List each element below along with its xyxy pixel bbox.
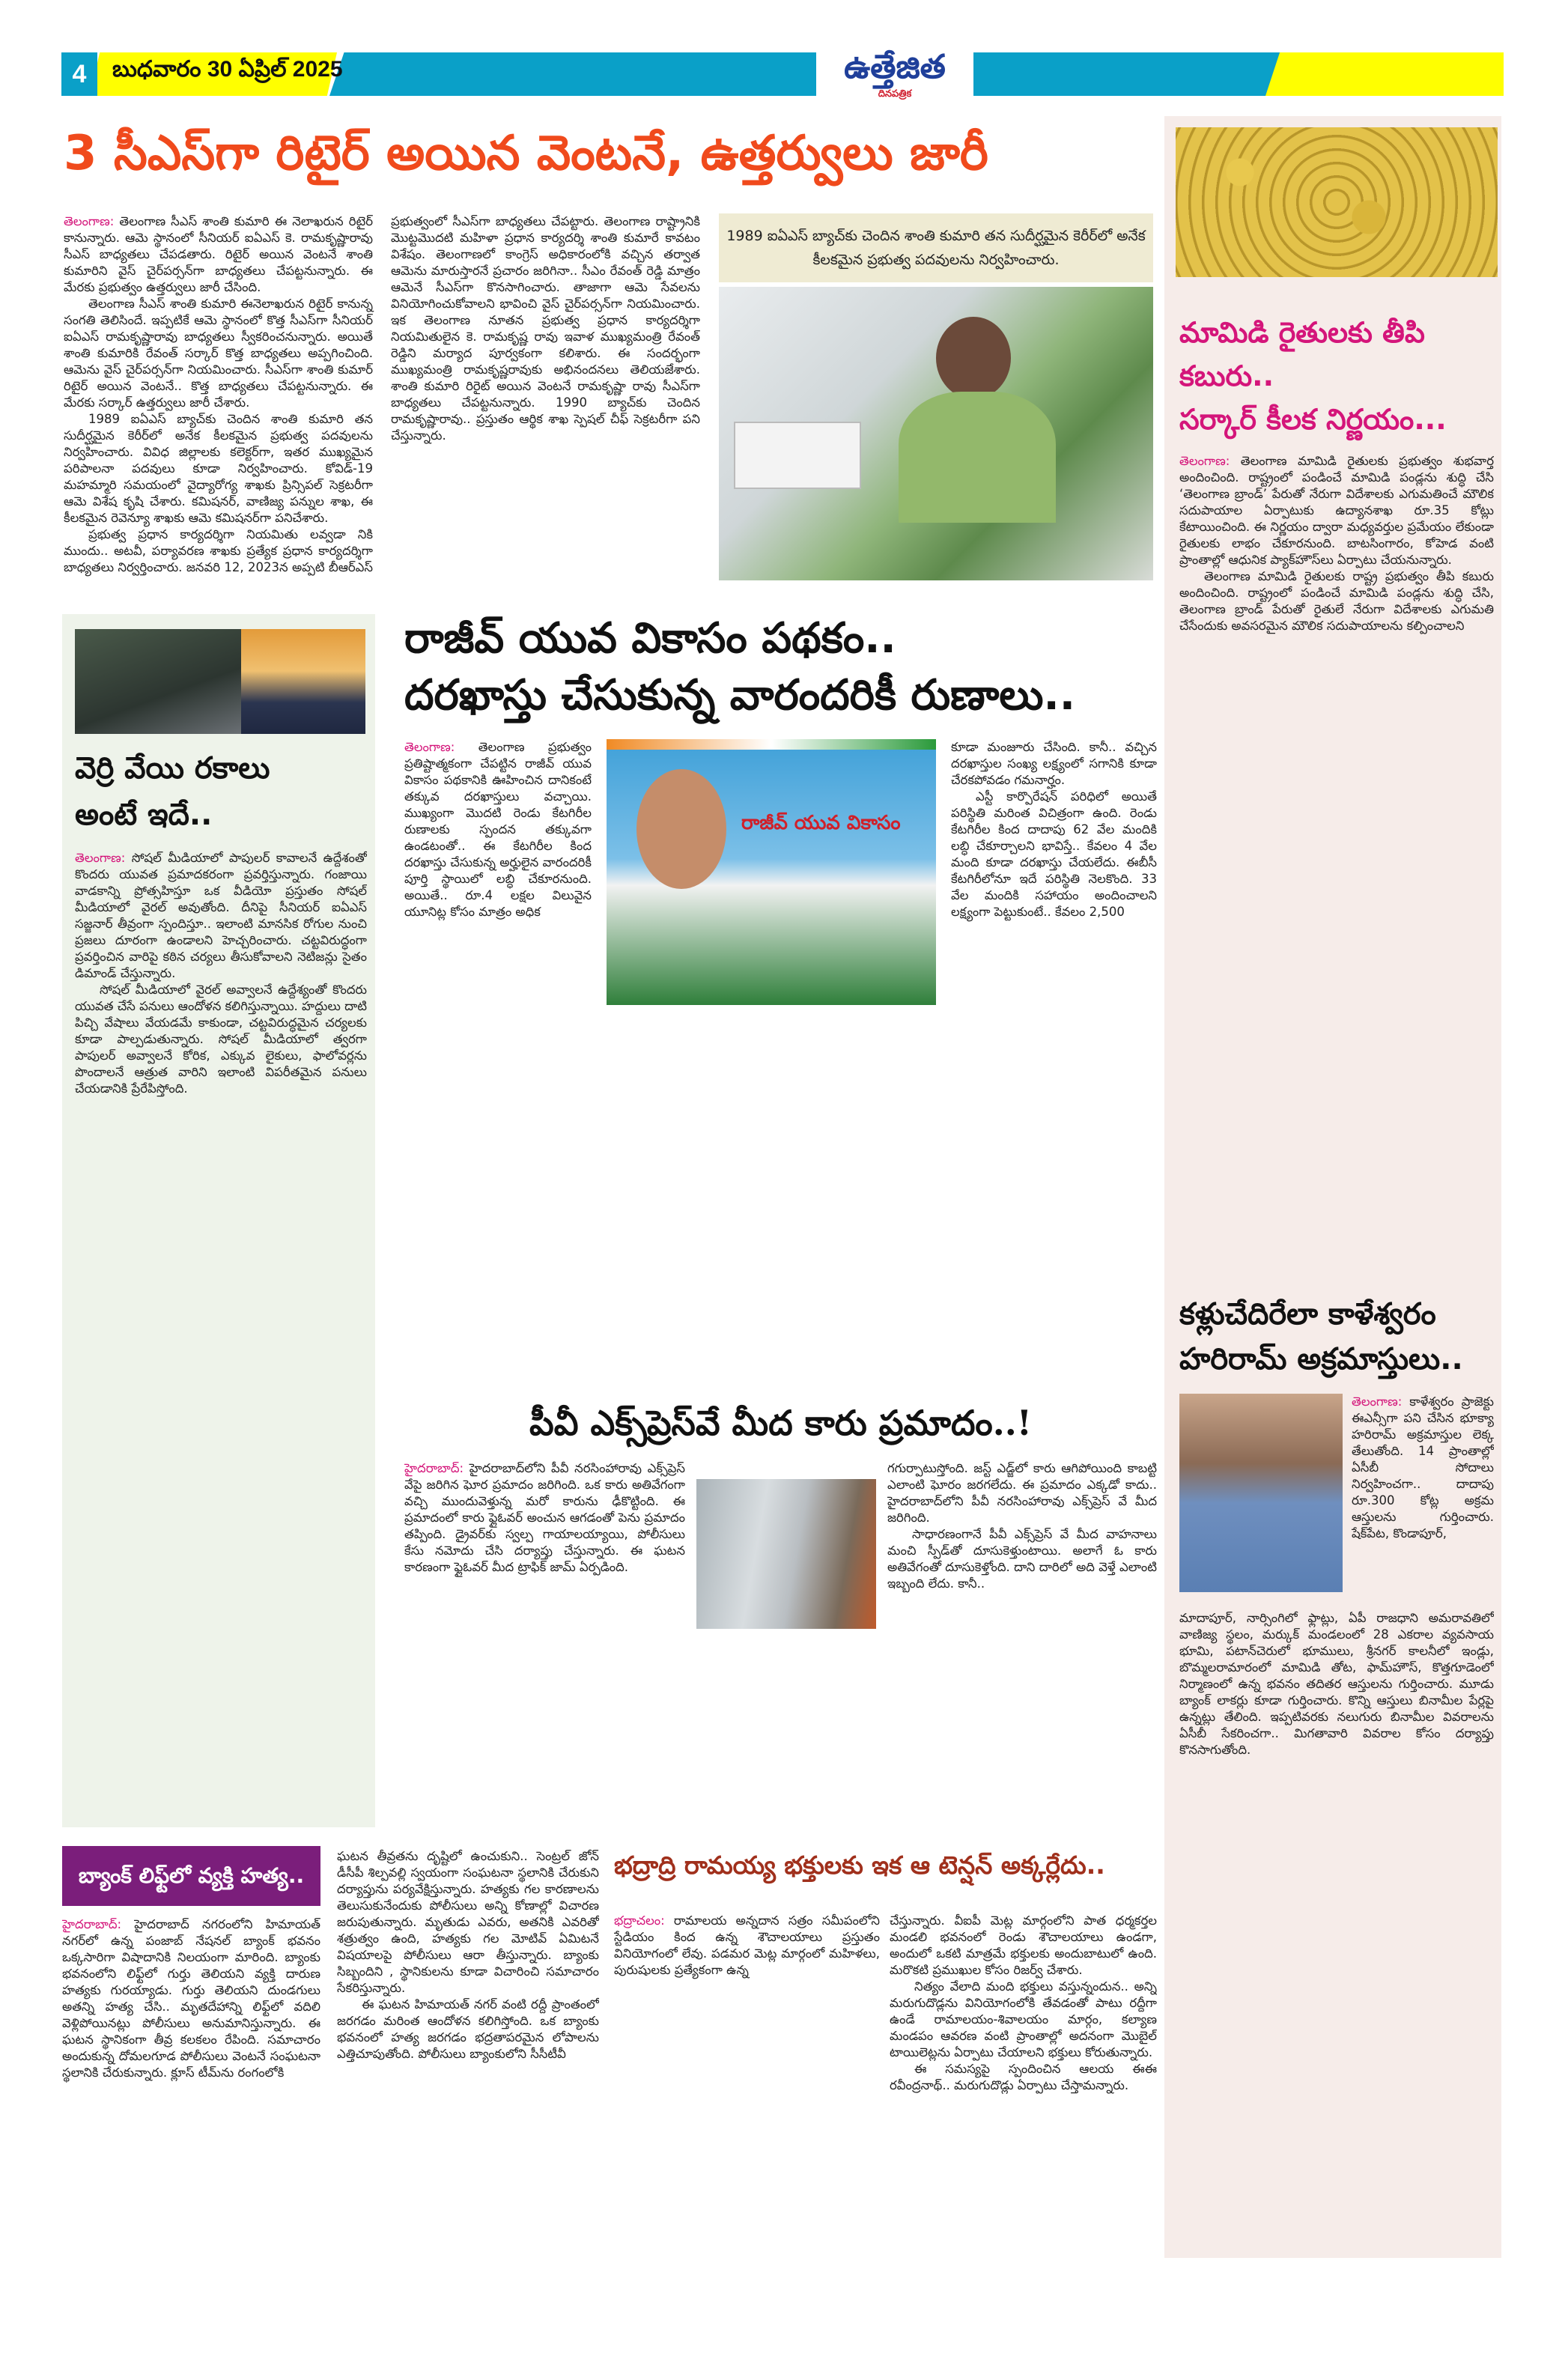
mango-article <box>1179 311 1494 1281</box>
paragraph: హైదరాబాద్‌లోని పీవీ నరసింహారావు ఎక్స్‌ప్రెస్ వేపై జరిగిన ఘోర ప్రమాదం జరిగింది. ఒక కారు అతివేగంగా వచ్చి ముందువెళ్తున్న మరో కారును ఢీకొట్టింది. ఈ ప్రమాదంలో కారు ఫ్లైఓవర్ అంచున ఆగడంతో పెను ప్రమాదం తప్పింది. డ్రైవర్‌కు స్వల్ప గాయాలయ్యాయి, పోలీసులు కేసు నమోదు చేసి దర్యాప్తు చేస్తున్నారు. ఈ ఘటన కారణంగా ఫ్లైఓవర్ మీద ట్రాఫిక్ జామ్ ఏర్పడింది. <box>404 1461 685 1574</box>
kaleshwaram-article <box>1179 1292 1494 2254</box>
mangoes-photo <box>1176 127 1498 277</box>
paragraph: తెలంగాణ సీఎస్ శాంతి కుమారి ఈనెలాఖరున రిటైర్ కానున్న సంగతి తెలిసిందే. ఇప్పటికే ఆమె స్థానంలో కొత్త సీఎస్‌గా సీనియర్ ఐఏఎస్ రామకృష్ణారావు బాధ్యతలు స్వీకరించనున్నారు. అయితే శాంతి కుమారికి రేవంత్ సర్కార్ కొత్త బాధ్యతలు అప్పగించింది. ఆమెను వైస్ చైర్‌పర్సన్‌గా నియమించారు. సీఎస్‌గా శాంతి కుమార్ రిటైర్ అయిన వెంటనే.. కొత్త బాధ్యతలు చేపట్టనున్నారు. ఈ మేరకు సర్కార్ ఉత్తర్వులు జారీ చేశారు. <box>64 297 373 410</box>
paragraph: సోషల్ మీడియాలో వైరల్ అవ్వాలనే ఉద్దేశ్యంతో కొందరు యువత చేసే పనులు ఆందోళన కలిగిస్తున్నాయి. హద్దులు దాటి పిచ్చి వేషాలు వేయడమే కాకుండా, చట్టవిరుద్ధమైన చర్యలకు కూడా పాల్పడుతున్నారు. సోషల్ మీడియాలో త్వరగా పాపులర్ అవ్వాలనే కోరిక, ఎక్కువ లైకులు, ఫాలోవర్లను పొందాలనే ఆత్రుత వారిని ఇలాంటి విపరీతమైన పనులు చేయడానికి ప్రేరేపిస్తోంది. <box>75 983 367 1096</box>
sajjanar-photo <box>241 629 365 734</box>
logo-subtitle: దినపత్రిక <box>878 88 912 100</box>
headline-line: హరిరామ్ అక్రమాస్తులు.. <box>1179 1342 1463 1376</box>
dateline: తెలంగాణ: <box>1179 454 1230 468</box>
paragraph: తెలంగాణ సీఎస్ శాంతి కుమారి ఈ నెలాఖరున రిటైర్ కానున్నారు. ఆమె స్థానంలో సీనియర్ ఐఏఎస్ కె. రామకృష్ణారావు సీఎస్ బాధ్యతలు చేపడతారు. రిటైర్ అయిన వెంటనే శాంతి కుమారిని వైస్ చైర్‌పర్సన్‌గా బాధ్యతలు చేపట్టనున్నారు. ఈ మేరకు ప్రభుత్వం ఉత్తర్వులు జారీ చేసింది. <box>64 214 373 294</box>
paragraph: రామాలయ అన్నదాన సత్రం సమీపంలోని స్టేడియం కింద ఉన్న శౌచాలయాలు ప్రస్తుతం వినియోగంలో లేవు. పడమర మెట్ల మార్గంలో మహిళలు, పురుషులకు ప్రత్యేకంగా ఉన్న <box>614 1913 880 1977</box>
headline-line: సర్కార్ కీలక నిర్ణయం... <box>1179 403 1447 436</box>
pull-quote: 1989 ఐఏఎస్ బ్యాచ్‌కు చెందిన శాంతి కుమారి తన సుదీర్ఘమైన కెరీర్‌లో అనేక కీలకమైన ప్రభుత్వ పదవులను నిర్వహించారు. <box>719 213 1153 282</box>
newspaper-logo <box>818 46 972 109</box>
paragraph: నిత్యం వేలాది మంది భక్తులు వస్తున్నందున.. అన్ని మరుగుదొడ్లను వినియోగంలోకి తేవడంతో పాటు రద్దీగా ఉండే రామాలయం-శివాలయం మార్గం, కల్యాణ మండపం ఆవరణ వంటి ప్రాంతాల్లో అదనంగా మొబైల్ టాయిలెట్లను ఏర్పాటు చేయాలని భక్తులు కోరుతున్నారు. <box>890 1979 1157 2059</box>
dateline: తెలంగాణ: <box>1352 1394 1403 1409</box>
paragraph: సాధారణంగానే పీవీ ఎక్స్‌ప్రెస్ వే మీద వాహనాలు మంచి స్పీడ్‌తో దూసుకెళ్తుంటాయి. అలాగే ఓ కారు అతివేగంతో దూసుకెళ్తోంది. దాని దారిలో అది వెళ్తే ఎలాంటి ఇబ్బంది లేదు. కానీ.. <box>887 1527 1157 1591</box>
paragraph: కాళేశ్వరం ప్రాజెక్టు ఈఎన్సీగా పని చేసిన భూక్యా హరిరామ్ అక్రమాస్తుల లెక్క తేలుతోంది. 14 ప్రాంతాల్లో ఏసీబీ సోదాలు నిర్వహించగా.. దాదాపు రూ.300 కోట్ల అక్రమ ఆస్తులను గుర్తించారు. షేక్‌పేట, కొండాపూర్, <box>1352 1394 1494 1540</box>
hariram-photo <box>1179 1394 1343 1592</box>
lead-headline: 3 సీఎస్‌గా రిటైర్ అయిన వెంటనే, ఉత్తర్వులు జారీ <box>64 126 988 181</box>
paragraph: ఎస్టీ కార్పొరేషన్ పరిధిలో అయితే పరిస్థితి మరింత విచిత్రంగా ఉంది. రెండు కేటగిరీల కింద దాదాపు 62 వేల మందికి లబ్ధి చేకూర్చాలని భావిస్తే.. కేవలం 4 వేల మంది కూడా దరఖాస్తు చేయలేదు. ఈబీసీ కేటగిరీలోనూ ఇదే పరిస్థితి నెలకొంది. 33 వేల మందికి సహాయం అందించాలని లక్ష్యంగా పెట్టుకుంటే.. కేవలం 2,500 <box>951 789 1157 919</box>
lead-article <box>64 124 1153 580</box>
car-accident-photo <box>696 1479 876 1629</box>
kaleshwaram-intro <box>1352 1394 1494 1600</box>
person-figure <box>936 317 1011 399</box>
paragraph: గగుర్పాటుస్తోంది. జస్ట్ ఎడ్జ్‌లో కారు ఆగిపోయింది కాబట్టి ఎలాంటి ఘోరం జరగలేదు. ఈ ప్రమాదం ఎక్కడో కాదు.. హైదరాబాద్‌లోని పీవీ నరసింహారావు ఎక్స్‌ప్రెస్ వే మీద జరిగింది. <box>887 1461 1157 1525</box>
lead-body <box>64 213 700 580</box>
viral-body <box>75 850 367 1820</box>
issue-date: బుధవారం 30 ఏప్రిల్ 2025 <box>112 57 343 82</box>
viral-article <box>75 629 367 1820</box>
logo-title: ఉత్తేజిత <box>844 48 946 86</box>
mango-headline <box>1179 311 1494 441</box>
paragraph: తెలంగాణ మామిడి రైతులకు రాష్ట్ర ప్రభుత్వం తీపి కబురు అందించింది. రాష్ట్రంలో పండించే మామిడి పండ్లను శుద్ధి చేసి, తెలంగాణ బ్రాండ్ పేరుతో రైతులే నేరుగా విదేశాలకు ఎగుమతి చేసేందుకు అవసరమైన మౌలిక సదుపాయాలను కల్పించాలని <box>1179 569 1494 633</box>
header-band-yellow-right <box>1265 52 1504 96</box>
headline-line: రాజీవ్ యువ వికాసం పథకం.. <box>404 614 896 663</box>
headline-line: మామిడి రైతులకు తీపి కబురు.. <box>1179 316 1425 392</box>
viral-headline <box>75 745 367 838</box>
paragraph: 1989 ఐఏఎస్ బ్యాచ్‌కు చెందిన శాంతి కుమారి తన సుదీర్ఘమైన కెరీర్‌లో అనేక కీలకమైన ప్రభుత్వ పదవులను నిర్వహించారు. వివిధ జిల్లాలకు కలెక్టర్‌గా, ఇతర ముఖ్యమైన పరిపాలనా పదవులు కూడా నిర్వహించారు. కోవిడ్-19 మహమ్మారి సమయంలో వైద్యారోగ్య శాఖకు ప్రిన్సిపల్ సెక్రటరీగా ఆమె విశేష కృషి చేశారు. కమిషనర్, వాణిజ్య పన్నుల శాఖ, ఈ కీలకమైన రెవెన్యూ శాఖకు ఆమె కమిషనర్‌గా పనిచేశారు. <box>64 412 373 525</box>
paragraph: ఘటన తీవ్రతను దృష్టిలో ఉంచుకుని.. సెంట్రల్ జోన్ డీసీపీ శిల్పవల్లి స్వయంగా సంఘటనా స్థలానికి చేరుకుని దర్యాప్తును పర్యవేక్షిస్తున్నారు. హత్యకు గల కారణాలను తెలుసుకునేందుకు పోలీసులు అన్ని కోణాల్లో విచారణ జరుపుతున్నారు. మృతుడు ఎవరు, అతనికి ఎవరితో శత్రుత్వం ఉంది, హత్యకు గల మోటివ్ ఏమిటనే విషయాలపై పోలీసులు ఆరా తీస్తున్నారు. బ్యాంకు సిబ్బందిని , స్థానికులను కూడా విచారించి సమాచారం సేకరిస్తున్నారు. <box>337 1849 599 1995</box>
bhadradri-col1 <box>614 1913 880 2256</box>
rajiv-event-photo <box>607 739 936 1005</box>
dateline: హైదరాబాద్: <box>404 1461 464 1475</box>
pv-col3 <box>887 1460 1157 1830</box>
header-band-teal-right <box>973 52 1288 96</box>
rajiv-col1 <box>404 739 592 1382</box>
bhadradri-article <box>614 1848 1157 2256</box>
headline-line: అంటే ఇదే.. <box>75 798 213 832</box>
saree-figure <box>899 392 1056 523</box>
pv-headline: పీవీ ఎక్స్‌ప్రెస్‌వే మీద కారు ప్రమాదం..! <box>529 1403 1032 1443</box>
paragraph: తెలంగాణ మామిడి రైతులకు ప్రభుత్వం శుభవార్త అందించింది. రాష్ట్రంలో పండించే మామిడి పండ్లను శుద్ధి చేసి ‘తెలంగాణ బ్రాండ్’ పేరుతో నేరుగా విదేశాలకు ఎగుమతించే మౌలిక సదుపాయాల ఏర్పాటుకు ఉద్యానశాఖ రూ.35 కోట్లు కేటాయించింది. ఈ నిర్ణయం ద్వారా మధ్యవర్తుల ప్రమేయం లేకుండా రైతులకు లాభం చేకూరనుంది. బాటసింగారం, కోహెడ వంటి ప్రాంతాల్లో ఆధునిక ప్యాక్‌హౌస్‌లు ఏర్పాటు చేయనున్నారు. <box>1179 454 1494 567</box>
dateline: హైదరాబాద్: <box>62 1917 122 1931</box>
headline-line: దరఖాస్తు చేసుకున్న వారందరికీ రుణాలు.. <box>404 671 1076 720</box>
bank-headline: బ్యాంక్ లిఫ్ట్‌లో వ్యక్తి హత్య.. <box>62 1846 320 1906</box>
paragraph: ఈ ఘటన హిమాయత్ నగర్ వంటి రద్దీ ప్రాంతంలో జరగడం మరింత ఆందోళన కలిగిస్తోంది. ఒక బ్యాంకు భవనంలో హత్య జరగడం భద్రతాపరమైన లోపాలను ఎత్తిచూపుతోంది. పోలీసులు బ్యాంకులోని సీసీటీవీ <box>337 1997 599 2061</box>
event-banner-text: రాజీవ్ యువ వికాసం <box>741 812 901 834</box>
dateline: తెలంగాణ: <box>75 851 126 865</box>
paragraph: ఈ సమస్యపై స్పందించిన ఆలయ ఈఈ రవీంద్రనాథ్.. మరుగుదొడ్లు ఏర్పాటు చేస్తామన్నారు. <box>890 2062 1157 2092</box>
cs-office-photo <box>719 287 1153 580</box>
dateline: తెలంగాణ: <box>404 740 455 754</box>
headline-line: కళ్లుచేదిరేలా కాళేశ్వరం <box>1179 1297 1436 1332</box>
lead-media <box>719 213 1153 580</box>
paragraph: కూడా మంజూరు చేసింది. కానీ.. వచ్చిన దరఖాస్తుల సంఖ్య లక్ష్యంలో సగానికి కూడా చేరకపోవడం గమనార్హం. <box>951 740 1157 787</box>
bank-article-left <box>62 1846 320 2254</box>
headline-line: వెర్రి వేయి రకాలు <box>75 751 270 786</box>
paragraph: సోషల్ మీడియాలో పాపులర్ కావాలనే ఉద్దేశంతో కొందరు యువత ప్రమాదకరంగా ప్రవర్తిస్తున్నారు. గంజాయి వాడకాన్ని ప్రోత్సహిస్తూ ఒక వీడియో ప్రస్తుతం సోషల్ మీడియాలో వైరల్ అవుతోంది. దీనిపై సీనియర్ ఐఏఎస్ సజ్జనార్ తీవ్రంగా స్పందిస్తూ.. ఇలాంటి మానసిక రోగుల నుంచి ప్రజలు దూరంగా ఉండాలని హెచ్చరించారు. చట్టవిరుద్ధంగా ప్రవర్తించిన వారిపై కఠిన చర్యలు తీసుకోవాలని నెటిజన్లు సైతం డిమాండ్ చేస్తున్నారు. <box>75 851 367 980</box>
dateline: తెలంగాణ: <box>64 214 115 228</box>
bank-col1 <box>62 1916 320 2254</box>
pv-article <box>404 1399 1157 1830</box>
paragraph: ప్రభుత్వ ప్రధాన కార్యదర్శిగా నియమితు లవ్వడా నికి ముందు.. అటవీ, పర్యావరణ శాఖకు ప్రత్యేక ప్రధాన కార్యదర్శిగా బాధ్యతలు నిర్వర్తించారు. జనవరి 12, 2023న అప్పటి బీఆర్ఎస్ ప్రభుత్వంలో సీఎస్‌గా బాధ్యతలు చేపట్టారు. తెలంగాణ రాష్ట్రానికి మొట్టమొదటి మహిళా ప్రధాన కార్యదర్శి శాంతి కుమారే కావటం విశేషం. తెలంగాణలో కాంగ్రెస్ అధికారంలోకి వచ్చిన తర్వాత ఆమెను మారుస్తారనే ప్రచారం జరిగినా.. సీఎం రేవంత్ రెడ్డి మాత్రం ఆమెనే సీఎస్‌గా కొనసాగించారు. తాజాగా ఆమె సేవలను వినియోగించుకోవాలని భావించి వైస్ చైర్‌పర్సన్‌గా నియమించారు. ఇక తెలంగాణ నూతన ప్రభుత్వ ప్రధాన కార్యదర్శిగా నియమితులైన కె. రామకృష్ణ రావు ఇవాళ ముఖ్యమంత్రి రేవంత్ రెడ్డిని మర్యాద పూర్వకంగా కలిశారు. ఈ సందర్భంగా ముఖ్యమంత్రి రామకృష్ణరావుకు అభినందనలు తెలియజేశారు. శాంతి కుమారి రిరైట్ అయిన వెంటనే రామకృష్ణా రావు సీఎస్‌గా బాధ్యతలు చేపట్టనున్నారు. 1990 బ్యాచ్‌కు చెందిన రామకృష్ణారావు.. ప్రస్తుతం ఆర్థిక శాఖ స్పెషల్ చీఫ్ సెక్రటరీగా పని చేస్తున్నారు. <box>64 214 700 574</box>
bank-col2 <box>337 1848 599 2256</box>
header-band-teal <box>329 52 816 96</box>
kaleshwaram-body <box>1179 1610 1494 2254</box>
bhadradri-headline: భద్రాద్రి రామయ్య భక్తులకు ఇక ఆ టెన్షన్ అక్కర్లేదు.. <box>614 1851 1105 1880</box>
pv-col1 <box>404 1460 685 1830</box>
paragraph: తెలంగాణ ప్రభుత్వం ప్రతిష్టాత్మకంగా చేపట్టిన రాజీవ్ యువ వికాసం పథకానికి ఊహించిన దానికంటే తక్కువ దరఖాస్తులు వచ్చాయి. ముఖ్యంగా మొదటి రెండు కేటగిరీల రుణాలకు స్పందన తక్కువగా ఉండటంతో.. ఈ కేటగిరీల కింద దరఖాస్తు చేసుకున్న అర్హులైన వారందరికీ పూర్తి స్థాయిలో లబ్ధి చేకూరనుంది. అయితే.. రూ.4 లక్షల విలువైన యూనిట్ల కోసం మాత్రం అధిక <box>404 740 592 919</box>
viral-video-photo <box>75 629 241 734</box>
page-number: 4 <box>61 52 97 96</box>
rajiv-article <box>404 610 1157 1382</box>
rajiv-headline <box>404 610 1157 724</box>
paragraph: హైదరాబాద్ నగరంలోని హిమాయత్ నగర్‌లో ఉన్న పంజాబ్ నేషనల్ బ్యాంక్ భవనం ఒక్కసారిగా విషాదానికి నిలయంగా మారింది. బ్యాంకు భవనంలోని లిఫ్ట్‌లో గుర్తు తెలియని వ్యక్తి దారుణ హత్యకు గురయ్యాడు. గుర్తు తెలియని దుండగులు అతన్ని హత్య చేసి.. మృతదేహాన్ని లిఫ్ట్‌లో వదిలి వెళ్లిపోయినట్లు పోలీసులు అనుమానిస్తున్నారు. ఈ ఘటన స్థానికంగా తీవ్ర కలకలం రేపింది. సమాచారం అందుకున్న దోమలగూడ పోలీసులు వెంటనే సంఘటనా స్థలానికి చేరుకున్నారు. క్లూస్ టీమ్‌ను రంగంలోకి <box>62 1917 320 2080</box>
dateline: భద్రాచలం: <box>614 1913 665 1928</box>
paragraph: మాదాపూర్, నార్సింగిలో ఫ్లాట్లు, ఏపీ రాజధాని అమరావతిలో వాణిజ్య స్థలం, మర్కుక్ మండలంలో 28 ఎకరాల వ్యవసాయ భూమి, పటాన్‌చెరులో భూములు, శ్రీనగర్ కాలనీలో ఇండ్లు, బొమ్మలరామారంలో మామిడి తోట, ఫామ్‌హౌస్, కొత్తగూడెంలో నిర్మాణంలో ఉన్న భవనం తదితర ఆస్తులను గుర్తించారు. మూడు బ్యాంక్ లాకర్లు కూడా గుర్తించారు. కొన్ని ఆస్తులు బినామీల పేర్లపై ఉన్నట్లు తేలింది. ఇప్పటివరకు నలుగురు బినామీల వివరాలను ఏసీబీ సేకరించగా.. మిగతావారి వివరాల కోసం దర్యాప్తు కొనసాగుతోంది. <box>1179 1611 1494 1757</box>
tricolor-strip <box>607 739 936 750</box>
paragraph: చేస్తున్నారు. వీఐపీ మెట్ల మార్గంలోని పాత ధర్మకర్తల మండలి భవనంలో రెండు శౌచాలయాలు ఉండగా, అందులో ఒకటి మాత్రమే భక్తులకు అందుబాటులో ఉంది. మరొకటి ప్రముఖుల కోసం రిజర్వ్ చేశారు. <box>890 1913 1157 1977</box>
banner-portrait <box>636 769 726 889</box>
kaleshwaram-headline <box>1179 1292 1494 1382</box>
bhadradri-col2 <box>890 1913 1157 2256</box>
rajiv-col3 <box>951 739 1157 1382</box>
phone-desk-prop <box>734 422 861 489</box>
mango-body <box>1179 453 1494 1281</box>
